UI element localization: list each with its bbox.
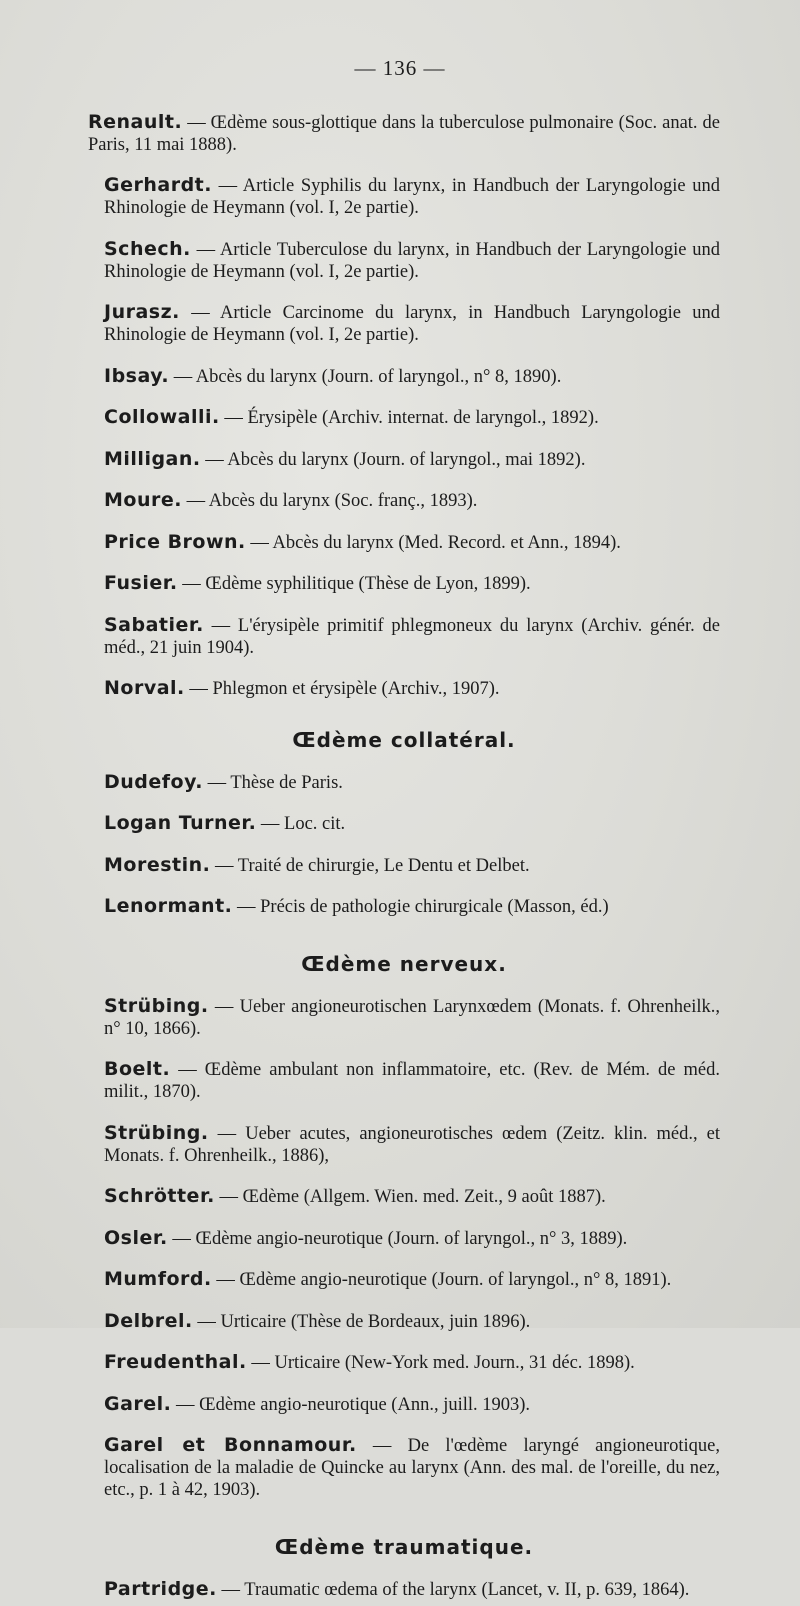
reference-text: — Article Syphilis du larynx, in Handbuch der Laryngologie und Rhinologie de Heymann (vol. I, 2e partie). bbox=[104, 176, 720, 218]
reference-author: Freudenthal. bbox=[104, 1351, 247, 1373]
reference-entry bbox=[88, 174, 720, 219]
reference-entry bbox=[88, 238, 720, 283]
reference-entry bbox=[88, 677, 720, 700]
reference-author: Strübing. bbox=[104, 994, 209, 1017]
reference-author: Milligan. bbox=[104, 447, 201, 470]
reference-text: — Abcès du larynx (Journ. of laryngol., n° 8, 1890). bbox=[169, 366, 562, 387]
reference-author: Fusier. bbox=[104, 572, 178, 594]
reference-text: — Abcès du larynx (Med. Record. et Ann., 1894). bbox=[245, 532, 621, 553]
reference-entry bbox=[88, 1578, 720, 1601]
reference-text: — Article Carcinome du larynx, in Handbuch Laryngologie und Rhinologie de Heymann (vol. I, 2e partie). bbox=[104, 303, 720, 345]
reference-entry bbox=[88, 895, 720, 918]
section-heading-nerveux: Œdème nerveux. bbox=[301, 952, 507, 976]
reference-entry bbox=[88, 1122, 720, 1167]
reference-list-group-2 bbox=[88, 771, 720, 919]
reference-author: Gerhardt. bbox=[104, 174, 212, 196]
reference-entry bbox=[88, 1351, 720, 1374]
reference-text: — Urticaire (New-York med. Journ., 31 déc. 1898). bbox=[246, 1353, 635, 1373]
reference-entry bbox=[88, 531, 720, 554]
reference-entry bbox=[88, 489, 720, 512]
reference-entry bbox=[88, 1185, 720, 1208]
reference-text: — Œdème angio-neurotique (Journ. of laryngol., n° 8, 1891). bbox=[211, 1270, 672, 1290]
reference-author: Delbrel. bbox=[104, 1309, 193, 1332]
reference-list-group-1 bbox=[88, 111, 720, 701]
reference-author: Strübing. bbox=[104, 1121, 209, 1144]
reference-author: Jurasz. bbox=[104, 301, 180, 323]
reference-entry bbox=[88, 771, 720, 794]
reference-author: Logan Turner. bbox=[104, 812, 257, 834]
reference-author: Garel. bbox=[104, 1392, 172, 1415]
reference-author: Osler. bbox=[104, 1226, 168, 1249]
reference-author: Collowalli. bbox=[104, 406, 220, 428]
page-number: — 136 — bbox=[354, 56, 446, 80]
reference-entry bbox=[88, 1310, 720, 1333]
reference-text: — Œdème angio-neurotique (Ann., juill. 1903). bbox=[171, 1394, 531, 1415]
section-heading-collateral: Œdème collatéral. bbox=[292, 728, 516, 752]
reference-list-group-3 bbox=[88, 995, 720, 1502]
reference-text: — Œdème syphilitique (Thèse de Lyon, 1899). bbox=[177, 574, 531, 594]
reference-entry bbox=[88, 1393, 720, 1416]
reference-entry bbox=[88, 1434, 720, 1501]
reference-author: Garel et Bonnamour. bbox=[104, 1434, 357, 1456]
bibliography bbox=[88, 92, 720, 1606]
reference-author: Sabatier. bbox=[104, 613, 204, 636]
reference-text: — L'érysipèle primitif phlegmoneux du larynx (Archiv. génér. de méd., 21 juin 1904). bbox=[104, 615, 720, 658]
reference-text: — Érysipèle (Archiv. internat. de laryngol., 1892). bbox=[219, 408, 599, 428]
reference-text: — Œdème sous-glottique dans la tuberculose pulmonaire (Soc. anat. de Paris, 11 mai 1888). bbox=[88, 112, 720, 155]
reference-list-group-4 bbox=[88, 1578, 720, 1601]
reference-text: — Abcès du larynx (Journ. of laryngol., mai 1892). bbox=[200, 449, 586, 470]
reference-entry bbox=[88, 365, 720, 388]
reference-text: — Article Tuberculose du larynx, in Handbuch der Laryngologie und Rhinologie de Heymann (vol. I, 2e partie). bbox=[104, 239, 720, 282]
reference-author: Mumford. bbox=[104, 1268, 212, 1290]
reference-author: Lenormant. bbox=[104, 895, 233, 917]
reference-text: — Précis de pathologie chirurgicale (Masson, éd.) bbox=[232, 897, 609, 917]
reference-author: Schech. bbox=[104, 237, 191, 260]
reference-author: Dudefoy. bbox=[104, 770, 203, 793]
section-heading-traumatique: Œdème traumatique. bbox=[274, 1535, 534, 1559]
reference-author: Ibsay. bbox=[104, 364, 170, 387]
reference-text: — Thèse de Paris. bbox=[202, 772, 343, 793]
reference-entry bbox=[88, 1227, 720, 1250]
reference-author: Norval. bbox=[104, 677, 185, 699]
reference-entry bbox=[88, 995, 720, 1040]
reference-author: Partridge. bbox=[104, 1577, 217, 1600]
reference-text: — Loc. cit. bbox=[256, 814, 346, 834]
reference-entry bbox=[88, 572, 720, 595]
reference-text: — Ueber acutes, angioneurotisches œdem (Zeitz. klin. méd., et Monats. f. Ohrenheilk., 1886), bbox=[104, 1123, 720, 1166]
reference-entry bbox=[88, 1058, 720, 1103]
reference-text: — Œdème (Allgem. Wien. med. Zeit., 9 août 1887). bbox=[214, 1187, 606, 1207]
reference-text: — Traumatic œdema of the larynx (Lancet, v. II, p. 639, 1864). bbox=[216, 1579, 690, 1600]
reference-text: — Œdème ambulant non inflammatoire, etc. (Rev. de Mém. de méd. milit., 1870). bbox=[104, 1060, 720, 1102]
reference-author: Renault. bbox=[88, 110, 183, 133]
reference-entry bbox=[88, 1268, 720, 1291]
reference-entry bbox=[88, 854, 720, 877]
reference-author: Morestin. bbox=[104, 853, 211, 876]
reference-entry bbox=[88, 111, 720, 156]
reference-text: — Œdème angio-neurotique (Journ. of laryngol., n° 3, 1889). bbox=[167, 1228, 628, 1249]
reference-text: — Traité de chirurgie, Le Dentu et Delbet. bbox=[210, 855, 530, 876]
reference-entry bbox=[88, 614, 720, 659]
reference-text: — Ueber angioneurotischen Larynxœdem (Monats. f. Ohrenheilk., n° 10, 1866). bbox=[104, 996, 720, 1039]
reference-entry bbox=[88, 406, 720, 429]
reference-author: Moure. bbox=[104, 489, 182, 511]
reference-author: Price Brown. bbox=[104, 530, 246, 553]
reference-author: Boelt. bbox=[104, 1058, 171, 1080]
reference-entry bbox=[88, 301, 720, 346]
reference-entry bbox=[88, 448, 720, 471]
reference-text: — Phlegmon et érysipèle (Archiv., 1907). bbox=[184, 679, 500, 699]
reference-text: — Abcès du larynx (Soc. franç., 1893). bbox=[181, 491, 478, 511]
reference-text: — Urticaire (Thèse de Bordeaux, juin 1896). bbox=[192, 1311, 531, 1332]
reference-entry bbox=[88, 812, 720, 835]
reference-author: Schrötter. bbox=[104, 1185, 215, 1207]
reference-text: — De l'œdème laryngé angioneurotique, localisation de la maladie de Quincke au larynx (Ann. des mal. de l'oreille, du nez, etc., p. 1 à 42, 1903). bbox=[104, 1436, 720, 1500]
